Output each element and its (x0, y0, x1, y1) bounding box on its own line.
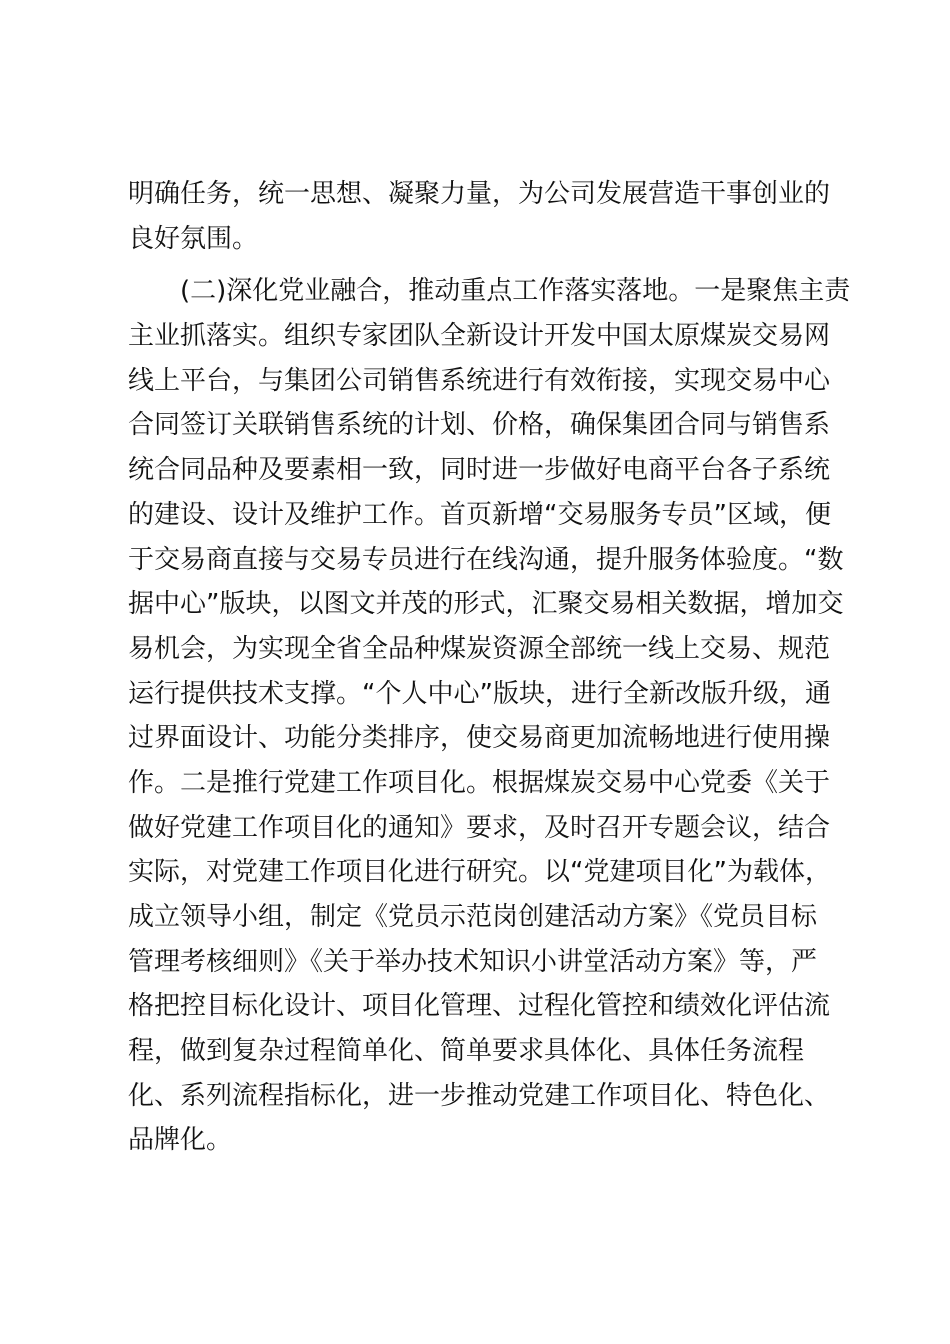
paragraph-line: 统合同品种及要素相一致，同时进一步做好电商平台各子系统 (128, 455, 831, 486)
paragraph-line: 成立领导小组，制定《党员示范岗创建活动方案》《党员目标 (128, 902, 818, 932)
paragraph-line: 管理考核细则》《关于举办技术知识小讲堂活动方案》等，严 (128, 946, 818, 977)
paragraph-2 (128, 269, 851, 1163)
paragraph-line: 实际，对党建工作项目化进行研究。以“党建项目化”为载体， (128, 857, 831, 888)
paragraph-line: 的建设、设计及维护工作。首页新增“交易服务专员”区域，便 (128, 499, 831, 530)
section-heading-line: (二)深化党业融合，推动重点工作落实落地。一是聚焦主责 (180, 276, 851, 307)
paragraph-1 (128, 172, 848, 261)
paragraph-line: 线上平台，与集团公司销售系统进行有效衔接，实现交易中心 (128, 365, 831, 396)
paragraph-line: 化、系列流程指标化，进一步推动党建工作项目化、特色化、 (128, 1080, 831, 1111)
document-body (128, 172, 851, 1163)
paragraph-line: 明确任务，统一思想、凝聚力量，为公司发展营造干事创业的 (128, 179, 831, 209)
paragraph-line: 于交易商直接与交易专员进行在线沟通，提升服务体验度。“数 (128, 544, 844, 575)
paragraph-line: 良好氛围。 (128, 223, 259, 254)
paragraph-line: 运行提供技术支撑。“个人中心”版块，进行全新改版升级，通 (128, 678, 831, 709)
paragraph-line: 格把控目标化设计、项目化管理、过程化管控和绩效化评估流 (128, 991, 831, 1022)
paragraph-line: 主业抓落实。组织专家团队全新设计开发中国太原煤炭交易网 (128, 321, 831, 352)
paragraph-line: 据中心”版块，以图文并茂的形式，汇聚交易相关数据，增加交 (128, 589, 844, 620)
paragraph-line: 程，做到复杂过程简单化、简单要求具体化、具体任务流程 (128, 1036, 805, 1067)
paragraph-line: 过界面设计、功能分类排序，使交易商更加流畅地进行使用操 (128, 723, 831, 754)
paragraph-line: 作。二是推行党建工作项目化。根据煤炭交易中心党委《关于 (128, 767, 831, 798)
paragraph-line: 品牌化。 (128, 1125, 233, 1156)
paragraph-line: 做好党建工作项目化的通知》要求，及时召开专题会议，结合 (128, 812, 831, 843)
paragraph-spacer (128, 261, 848, 269)
paragraph-line: 易机会，为实现全省全品种煤炭资源全部统一线上交易、规范 (128, 633, 831, 664)
paragraph-line: 合同签订关联销售系统的计划、价格，确保集团合同与销售系 (128, 410, 831, 441)
